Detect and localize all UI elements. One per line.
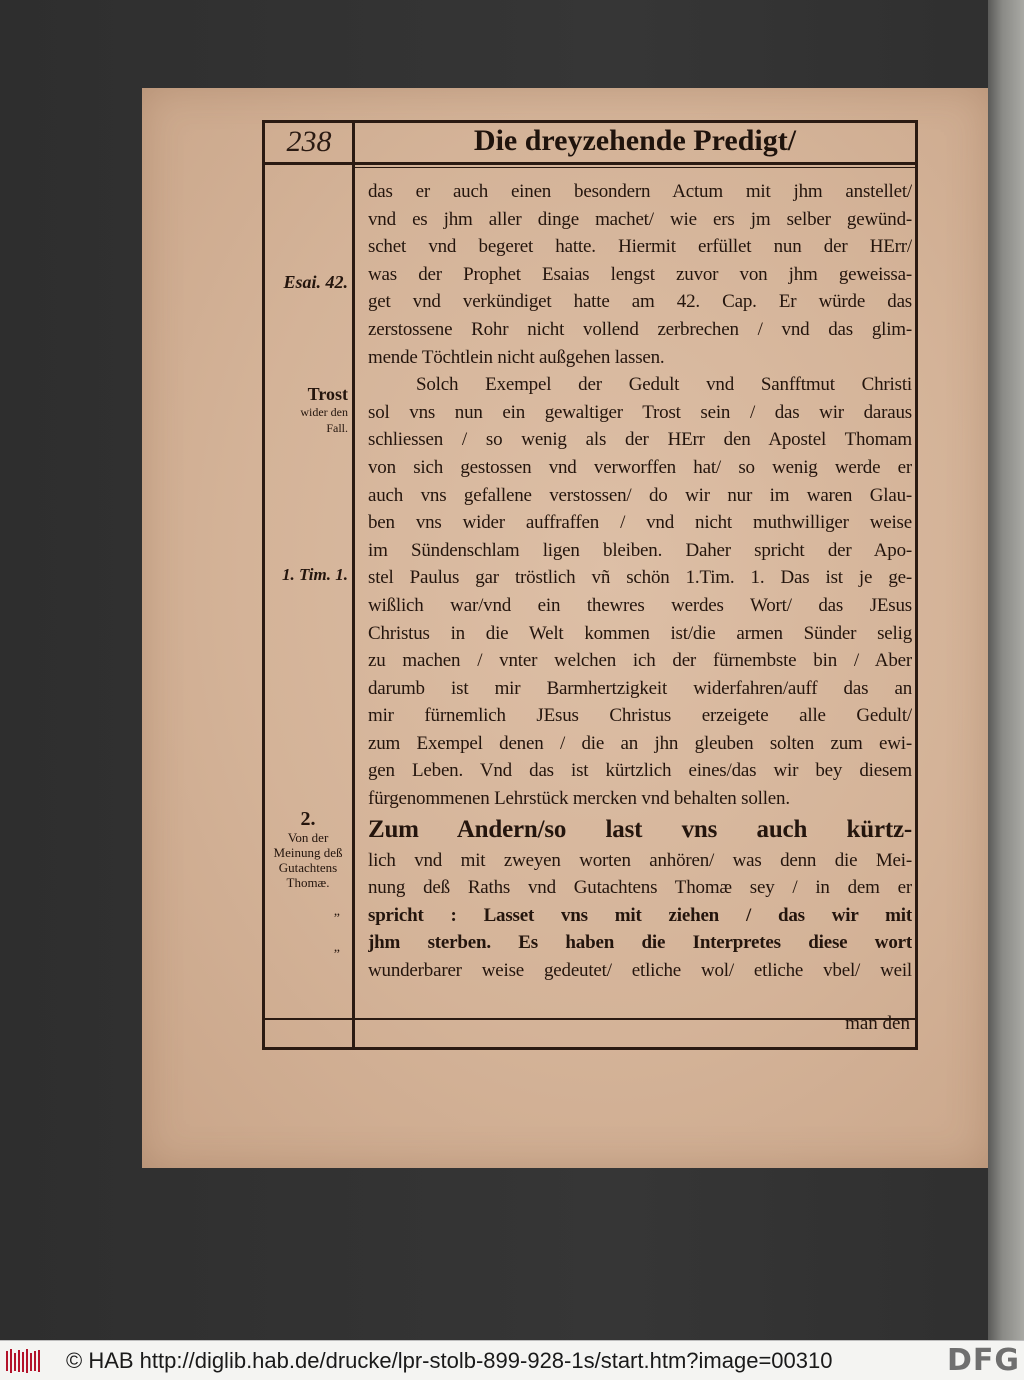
marginal-note-trost [268,384,348,436]
text-line: gen Leben. Vnd das ist kürtzlich eines/das wir bey diesem [368,760,912,782]
text-line: im Sündenschlam ligen bleiben. Daher spricht der Apo- [368,539,912,561]
text-line: Solch Exempel der Gedult vnd Sanfftmut Christi [416,374,912,396]
text-line: schliessen / so wenig als der HErr den Apostel Thomam [368,429,912,451]
text-line: nung deß Raths vnd Gutachtens Thomæ sey / in dem er [368,877,912,899]
marginal-trost-sub1: wider den [300,405,348,419]
text-line: was der Prophet Esaias lengst zuvor von jhm geweissa- [368,263,912,285]
margin-rule [352,120,355,1050]
text-line: sol vns nun ein gewaltiger Trost sein / das wir daraus [368,401,912,423]
text-line: wißlich war/vnd ein thewres werdes Wort/ das JEsus [368,594,912,616]
text-line: stel Paulus gar tröstlich vñ schön 1.Tim. 1. Das ist je ge- [368,567,912,589]
text-line: zu machen / vnter welchen ich der fürnembste bin / Aber [368,650,912,672]
hab-logo-icon [4,1347,44,1375]
marginal-section-number: 2. [300,808,316,830]
marginal-section-line: Meinung deß [273,845,343,860]
text-line: zum Exempel denen / die an jhn gleuben solten zum ewi- [368,732,912,754]
marginal-note-tim: 1. Tim. 1. [282,565,348,584]
marginal-trost-sub2: Fall. [326,421,348,435]
text-line: mir fürnemlich JEsus Christus erzeigete alle Gedult/ [368,705,912,727]
quotation-mark: „ [333,904,340,919]
marginal-note-section [268,808,348,890]
text-line: spricht : Lasset vns mit ziehen / das wir mit [368,904,912,926]
text-line: get vnd verkündiget hatte am 42. Cap. Er würde das [368,291,912,313]
text-line: mende Töchtlein nicht außgehen lassen. [368,346,665,368]
marginal-note-esai: Esai. 42. [283,272,348,292]
text-line: das er auch einen besondern Actum mit jhm anstellet/ [368,181,912,202]
running-head: Die dreyzehende Predigt/ [473,124,797,157]
marginal-section-line: Gutachtens [278,860,338,875]
body-text [368,178,912,985]
text-line: jhm sterben. Es haben die Interpretes diese wort [368,932,912,954]
copyright-url: © HAB http://diglib.hab.de/drucke/lpr-stolb-899-928-1s/start.htm?image=00310 [66,1348,833,1373]
marginal-trost-title: Trost [307,384,348,404]
marginal-section-line: Von der [287,830,329,845]
text-line: Christus in die Welt kommen ist/die armen Sünder selig [368,622,912,644]
text-line: von sich gestossen vnd verworffen hat/ so wenig werde er [368,456,912,478]
text-line: darumb ist mir Barmhertzigkeit widerfahren/auff das an [368,677,912,699]
catchword: man den [845,1013,910,1034]
scan-edge-strip [988,0,1024,1340]
section-opening-line: Zum Andern/so last vns auch kürtz- [368,815,912,843]
text-line: schet vnd begeret hatte. Hiermit erfüllet nun der HErr/ [368,236,912,258]
text-line: wunderbarer weise gedeutet/ etliche wol/ etliche vbel/ weil [368,960,912,982]
dfg-logo: DFG [946,1343,1020,1378]
viewer-footer [0,1340,1024,1380]
marginal-section-line: Thomæ. [286,875,330,890]
text-line: vnd es jhm aller dinge machet/ wie ers jm selber gewünd- [368,208,912,230]
text-line: ben vns wider auffraffen / vnd nicht muthwilliger weise [368,512,912,534]
text-line: lich vnd mit zweyen worten anhören/ was denn die Mei- [368,849,912,871]
text-line: auch vns gefallene verstossen/ do wir nur im waren Glau- [368,484,912,506]
page-number: 238 [286,125,332,158]
quotation-mark: „ [333,940,340,955]
text-line: fürgenommenen Lehrstück mercken vnd behalten sollen. [368,788,790,810]
text-line: zerstossene Rohr nicht vollend zerbrechen / vnd das glim- [368,318,912,340]
header-rule [262,162,918,165]
header-rule-thin [355,167,918,168]
